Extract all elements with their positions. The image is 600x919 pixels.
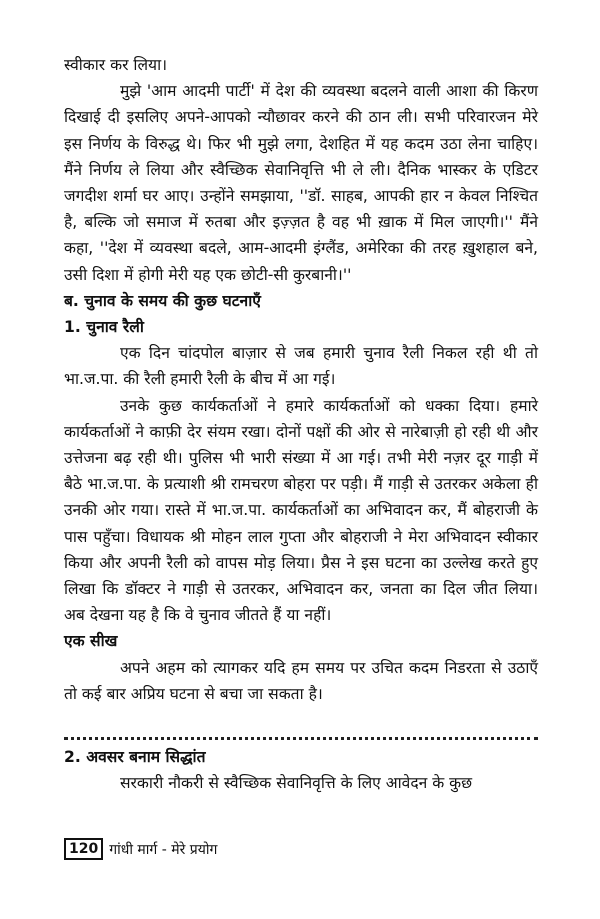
paragraph: अपने अहम को त्यागकर यदि हम समय पर उचित कदम निडरता से उठाएँ तो कई बार अप्रिय घटना से बचा जा सकता है। <box>64 658 538 703</box>
book-title: गांधी मार्ग - मेरे प्रयोग <box>109 841 218 858</box>
section-heading: ब. चुनाव के समय की कुछ घटनाएँ <box>64 291 261 310</box>
paragraph: एक दिन चांदपोल बाज़ार से जब हमारी चुनाव रैली निकल रही थी तो भा.ज.पा. की रैली हमारी रैली के बीच में आ गई। <box>64 344 538 389</box>
paragraph: सरकारी नौकरी से स्वैच्छिक सेवानिवृत्ति के लिए आवेदन के कुछ <box>120 774 473 793</box>
subsection-heading: 1. चुनाव रैली <box>64 318 144 337</box>
page-footer <box>64 838 217 860</box>
subsection-heading: 2. अवसर बनाम सिद्धांत <box>64 748 206 766</box>
paragraph: स्वीकार कर लिया। <box>64 56 168 74</box>
paragraph: उनके कुछ कार्यकर्ताओं ने हमारे कार्यकर्ताओं को धक्का दिया। हमारे कार्यकर्ताओं ने काफ़ी देर संयम रखा। दोनों पक्षों की ओर से नारेबाज़ी हो रही थी और उत्तेजना बढ़ रही थी। पुलिस भी भारी संख्या में आ गई। तभी मेरी नज़र दूर गाड़ी में बैठे भा.ज.पा. के प्रत्याशी श्री रामचरण बोहरा पर पड़ी। मैं गाड़ी से उतरकर अकेला ही उनकी ओर गया। रास्ते में भा.ज.पा. कार्यकर्ताओं का अभिवादन कर, मैं बोहराजी के पास पहुँचा। विधायक श्री मोहन लाल गुप्ता और बोहराजी ने मेरा अभिवादन स्वीकार किया और अपनी रैली को वापस मोड़ लिया। प्रैस ने इस घटना का उल्लेख करते हुए लिखा कि डॉक्टर ने गाड़ी से उतरकर, अभिवादन कर, जनता का दिल जीत लिया। अब देखना यह है कि वे चुनाव जीतते हैं या नहीं। <box>64 396 538 625</box>
subsection-heading: एक सीख <box>64 632 118 651</box>
page-number: 120 <box>64 838 103 860</box>
dotted-divider <box>64 737 538 740</box>
section-2 <box>64 744 538 796</box>
body-text <box>64 52 538 707</box>
paragraph: मुझे 'आम आदमी पार्टी' में देश की व्यवस्था बदलने वाली आशा की किरण दिखाई दी इसलिए अपने-आपको न्यौछावर करने की ठान ली। सभी परिवारजन मेरे इस निर्णय के विरुद्ध थे। फिर भी मुझे लगा, देशहित में यह कदम उठा लेना चाहिए। मैंने निर्णय ले लिया और स्वैच्छिक सेवानिवृत्ति भी ले ली। दैनिक भास्कर के एडिटर जगदीश शर्मा घर आए। उन्होंने समझाया, ''डॉ. साहब, आपकी हार न केवल निश्चित है, बल्कि जो समाज में रुतबा और इज़्ज़त है वह भी ख़ाक में मिल जाएगी।'' मैंने कहा, ''देश में व्यवस्था बदले, आम-आदमी इंग्लैंड, अमेरिका की तरह ख़ुशहाल बने, उसी दिशा में होगी मेरी यह एक छोटी-सी कुरबानी।'' <box>64 82 538 284</box>
